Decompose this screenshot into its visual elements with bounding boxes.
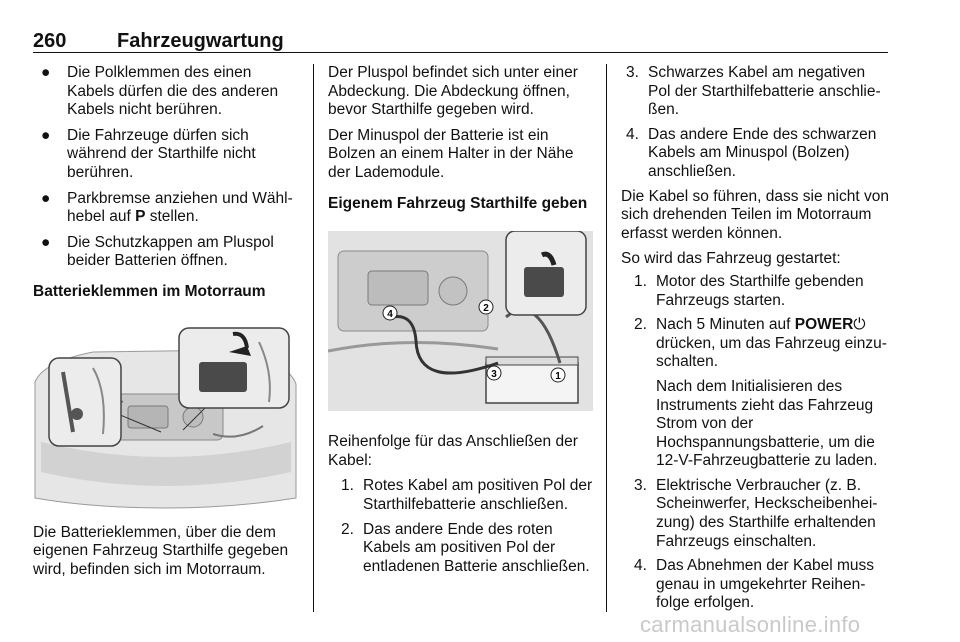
section-heading: Eigenem Fahrzeug Starthilfe geben [328,194,588,212]
list-item [621,126,889,182]
header-rule [33,52,888,53]
bullet-item [33,127,300,183]
step-text: Motor des Starthilfe gebenden Fahrzeugs starten. [656,272,864,309]
step-text: Das andere Ende des schwarzen Kabels am Minuspol (Bolzen) anschließen. [648,125,877,180]
step-text: Rotes Kabel am positiven Pol der Starthilfebatterie anschließen. [363,477,593,513]
bullet-icon: ● [41,233,51,251]
bullet-item [33,64,300,120]
callout-2 [479,300,493,314]
page-header [33,30,888,52]
page-number: 260 [33,30,67,52]
battery-terminals-figure [33,322,298,510]
watermark: carmanualsonline.info [640,612,861,637]
paragraph: Die Kabel so führen, dass sie nicht von sich drehenden Teilen im Motorraum erfasst werden können. [621,187,889,242]
bullet-item [33,234,300,271]
step-number: 2. [634,316,647,334]
list-item [621,64,889,120]
bullet-icon: ● [41,64,51,81]
step-number: 2. [341,520,354,538]
bullet-icon: ● [41,189,51,207]
figure-caption: Die Batterieklemmen, über die dem eigenen Fahrzeug Starthilfe gegeben wird, befinden sich im Motorraum. [33,523,289,578]
power-button-label: POWER [794,316,854,334]
bullet-text: Die Fahrzeuge dürfen sich während der Starthilfe nicht berühren. [67,126,256,181]
bullet-item [33,190,300,227]
step-number: 1. [634,272,647,290]
power-icon: ⏻ [853,316,866,334]
step-number: 4. [626,125,639,143]
list-item [629,316,889,471]
svg-text:1: 1 [555,371,561,383]
bullet-text-post: stellen. [145,208,199,226]
gear-position-p: P [135,208,146,226]
list-item [336,521,593,577]
step-text: Elektrische Verbraucher (z. B. Scheinwerfer, Heckscheibenheizung) des Starthilfe erhaltenden Fahrzeugs einschalten. [656,476,878,550]
list-item [629,273,889,310]
column-2 [328,64,593,582]
bullet-text: Die Polklemmen des einen Kabels dürfen die des anderen Kabels nicht berühren. [67,64,279,119]
step-text-pre: Nach 5 Minuten auf [656,316,795,334]
connection-steps [328,477,593,576]
bullet-text-pre: Parkbremse anziehen und Wählhebel auf [67,189,293,226]
jump-start-illustration [328,231,593,411]
svg-text:3: 3 [491,369,497,381]
list-item [336,477,593,514]
column-1 [33,64,300,579]
step-text: Das Abnehmen der Kabel muss genau in umgekehrter Reihenfolge erfolgen. [656,557,874,612]
svg-text:2: 2 [483,303,489,315]
svg-text:4: 4 [387,309,393,321]
paragraph: Der Minuspol der Batterie ist ein Bolzen an einem Halter in der Nähe der Lademodule. [328,126,574,181]
section-heading: Batterieklemmen im Motorraum [33,282,266,300]
list-item [629,557,889,613]
list-item [629,477,889,551]
step-text-post: drücken, um das Fahrzeug einzuschalten. [656,334,887,371]
paragraph: Der Pluspol befindet sich unter einer Abdeckung. Die Abdeckung öffnen, bevor Starthilfe gegeben wird. [328,64,578,119]
step-number: 3. [634,476,647,494]
engine-bay-illustration [33,322,298,510]
step-number: 3. [626,64,639,81]
step-text: Schwarzes Kabel am negativen Pol der Starthilfebatterie anschließen. [648,64,881,119]
step-note: Nach dem Initialisieren des Instruments zieht das Fahrzeug Strom von der Hochspannungsbatterie, um die 12-V-Fahrzeugbatterie zu laden. [656,377,878,470]
bullet-text: Die Schutzkappen am Pluspol beider Batterien öffnen. [67,233,274,270]
callout-3 [487,366,501,380]
callout-1 [551,368,565,382]
bullet-icon: ● [41,126,51,144]
step-number: 1. [341,477,354,495]
column-divider-2 [606,64,607,612]
page-title: Fahrzeugwartung [117,30,284,52]
step-number: 4. [634,557,647,575]
paragraph: Reihenfolge für das Anschließen der Kabel: [328,433,578,469]
start-steps [621,273,889,613]
jump-start-figure [328,231,593,411]
column-divider-1 [313,64,314,612]
column-3 [621,64,889,619]
paragraph: So wird das Fahrzeug gestartet: [621,250,841,268]
step-text: Das andere Ende des roten Kabels am positiven Pol der entladenen Batterie anschließen. [363,520,590,575]
callout-4 [383,306,397,320]
